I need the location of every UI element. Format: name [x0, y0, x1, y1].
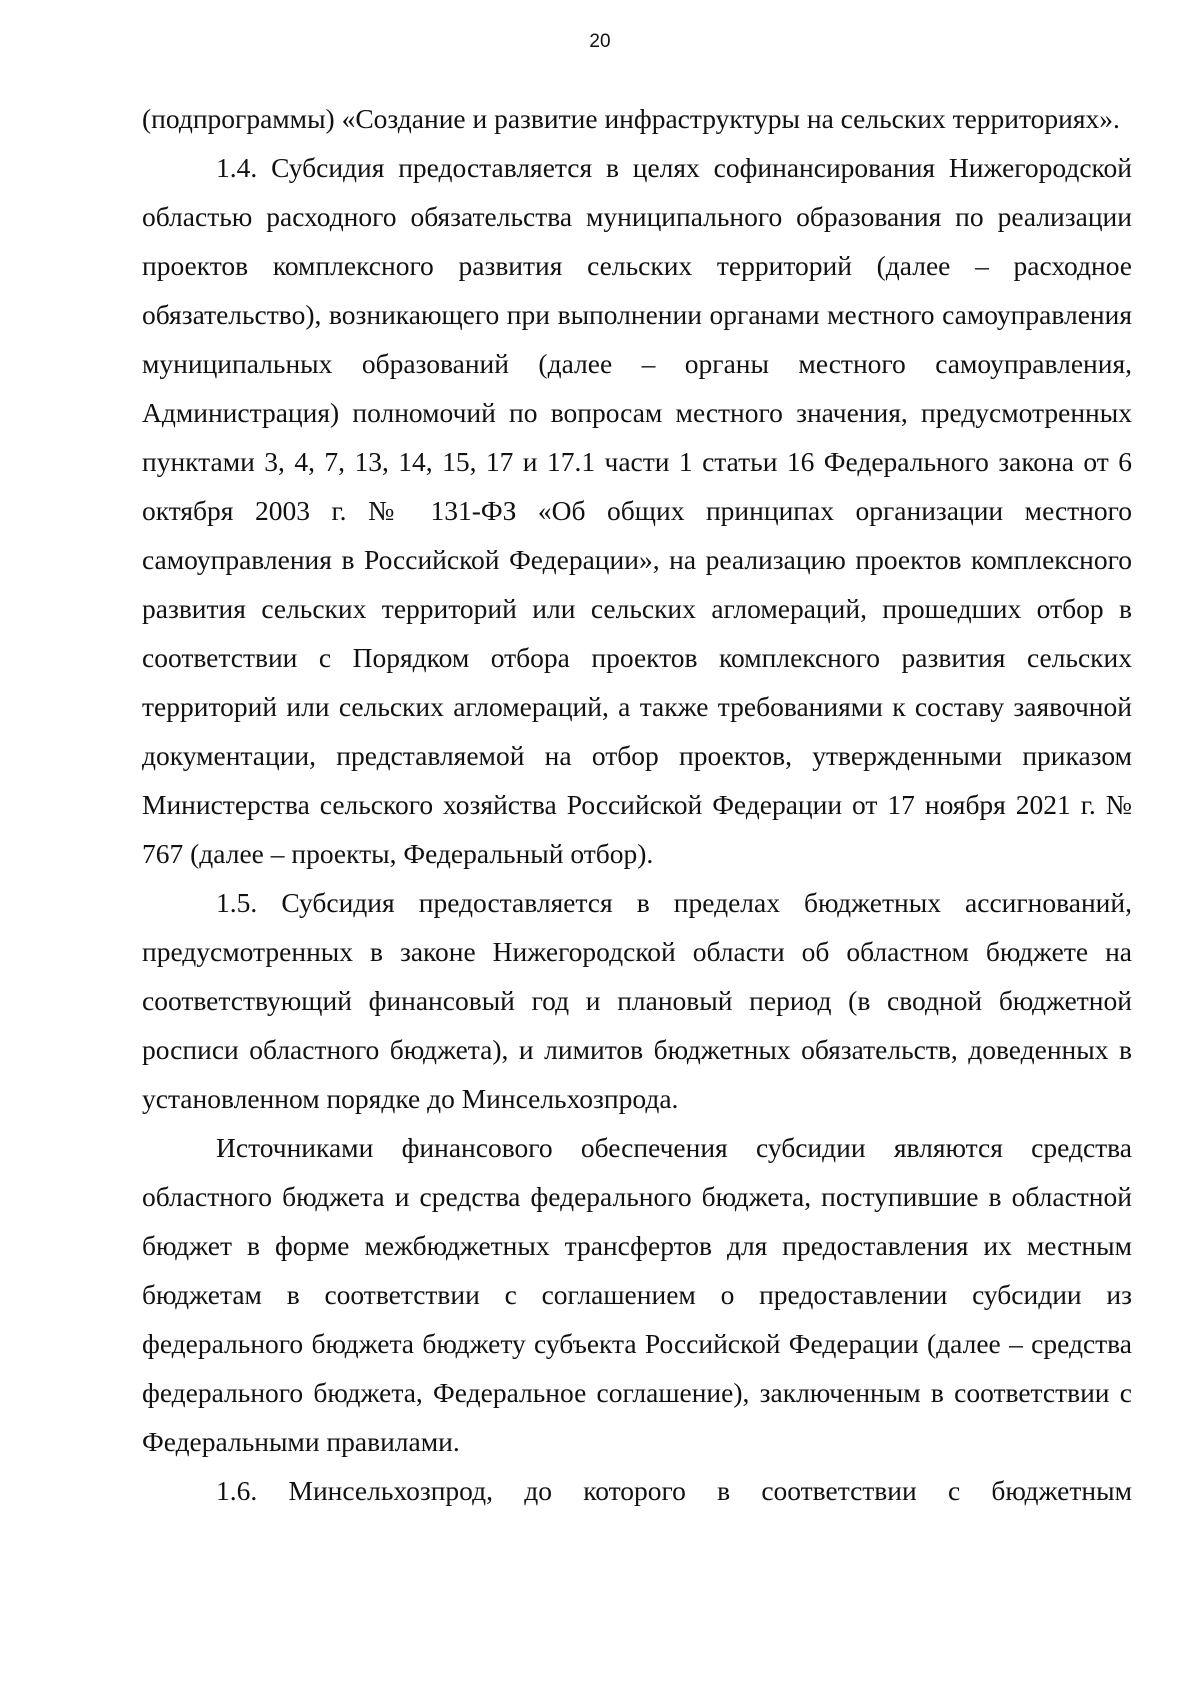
paragraph-1-5: 1.5. Субсидия предоставляется в пределах бюджетных ассигнований, предусмотренных в законе Нижегородской области об областном бюджете на соответствующий финансовый год и плановый период (в сводной бюджетной росписи областного бюджета), и лимитов бюджетных обязательств, доведенных в установленном порядке до Минсельхозпрода.	[142, 887, 1132, 1114]
document-body	[142, 94, 1132, 1515]
paragraph-1-6: 1.6. Минсельхозпрод, до которого в соответствии с бюджетным	[216, 1475, 1132, 1506]
page-number: 20	[589, 31, 611, 52]
paragraph-1-4: 1.4. Субсидия предоставляется в целях софинансирования Нижегородской областью расходного обязательства муниципального образования по реализации проектов комплексного развития сельских территорий (далее – расходное обязательство), возникающего при выполнении органами местного самоуправления муниципальных образований (далее – органы местного самоуправления, Администрация) полномочий по вопросам местного значения, предусмотренных пунктами 3, 4, 7, 13, 14, 15, 17 и 17.1 части 1 статьи 16 Федерального закона от 6 октября 2003 г. № 131-ФЗ «Об общих принципах организации местного самоуправления в Российской Федерации», на реализацию проектов комплексного развития сельских территорий или сельских агломераций, прошедших отбор в соответствии с Порядком отбора проектов комплексного развития сельских территорий или сельских агломераций, а также требованиями к составу заявочной документации, представляемой на отбор проектов, утвержденными приказом Министерства сельского хозяйства Российской Федерации от 17 ноября 2021 г. № 767 (далее – проекты, Федеральный отбор).	[142, 152, 1132, 869]
paragraph-subprogram-title: (подпрограммы) «Создание и развитие инфраструктуры на сельских территориях».	[142, 103, 1120, 134]
paragraph-funding-sources: Источниками финансового обеспечения субсидии являются средства областного бюджета и средства федерального бюджета, поступившие в областной бюджет в форме межбюджетных трансфертов для предоставления их местным бюджетам в соответствии с соглашением о предоставлении субсидии из федерального бюджета бюджету субъекта Российской Федерации (далее – средства федерального бюджета, Федеральное соглашение), заключенным в соответствии с Федеральными правилами.	[142, 1132, 1132, 1457]
